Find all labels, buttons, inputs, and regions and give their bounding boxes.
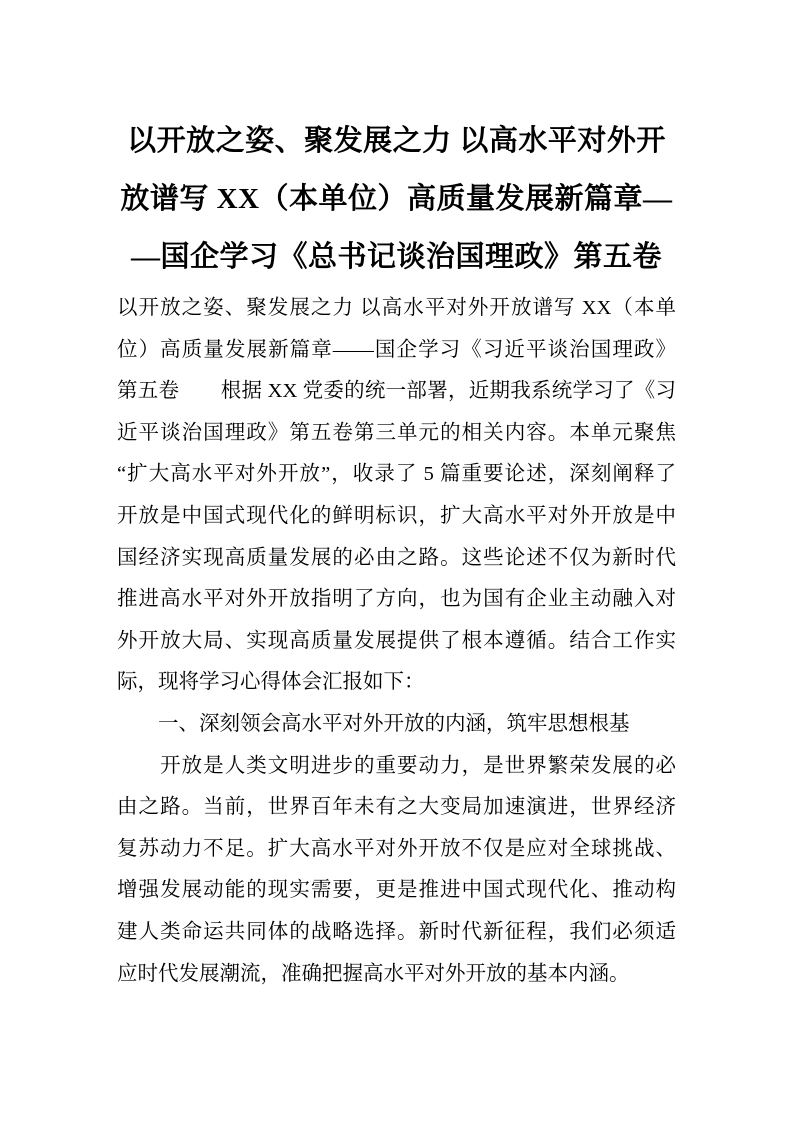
text-line: 建人类命运共同体的战略选择。新时代新征程，我们必须适 [117, 920, 676, 943]
document-body [117, 288, 676, 995]
text-line: 应时代发展潮流，准确把握高水平对外开放的基本内涵。 [117, 962, 630, 985]
title-line: 以开放之姿、聚发展之力 以高水平对外开 [127, 125, 666, 157]
document-title [117, 112, 676, 286]
text-line: 开放是人类文明进步的重要动力，是世界繁荣发展的必 [117, 754, 676, 777]
text-line: 第五卷 根据 XX 党委的统一部署，近期我系统学习了《习 [117, 380, 676, 403]
text-line: 位）高质量发展新篇章——国企学习《习近平谈治国理政》 [117, 338, 676, 361]
text-line: 一、深刻领会高水平对外开放的内涵，筑牢思想根基 [117, 712, 630, 735]
text-line: 以开放之姿、聚发展之力 以高水平对外开放谱写 XX（本单 [117, 297, 676, 319]
text-line: 由之路。当前，世界百年未有之大变局加速演进，世界经济 [117, 796, 676, 819]
title-line: 放谱写 XX（本单位）高质量发展新篇章— [120, 183, 673, 215]
text-line: 国经济实现高质量发展的必由之路。这些论述不仅为新时代 [117, 546, 676, 569]
text-line: 外开放大局、实现高质量发展提供了根本遵循。结合工作实 [117, 629, 676, 652]
text-line: 增强发展动能的现实需要，更是推进中国式现代化、推动构 [117, 879, 676, 902]
paragraph-heading-1 [117, 704, 676, 746]
text-line: 推进高水平对外开放指明了方向，也为国有企业主动融入对 [117, 588, 676, 611]
paragraph-body-1 [117, 746, 676, 996]
text-line: “扩大高水平对外开放”，收录了 5 篇重要论述，深刻阐释了 [117, 463, 676, 486]
text-line: 开放是中国式现代化的鲜明标识，扩大高水平对外开放是中 [117, 504, 676, 527]
text-line: 近平谈治国理政》第五卷第三单元的相关内容。本单元聚焦 [117, 421, 676, 444]
paragraph-intro [117, 288, 676, 704]
text-line: 际，现将学习心得体会汇报如下： [117, 671, 425, 694]
document-content [117, 112, 676, 995]
title-line: —国企学习《总书记谈治国理政》第五卷 [130, 241, 662, 273]
text-line: 复苏动力不足。扩大高水平对外开放不仅是应对全球挑战、 [117, 837, 676, 860]
